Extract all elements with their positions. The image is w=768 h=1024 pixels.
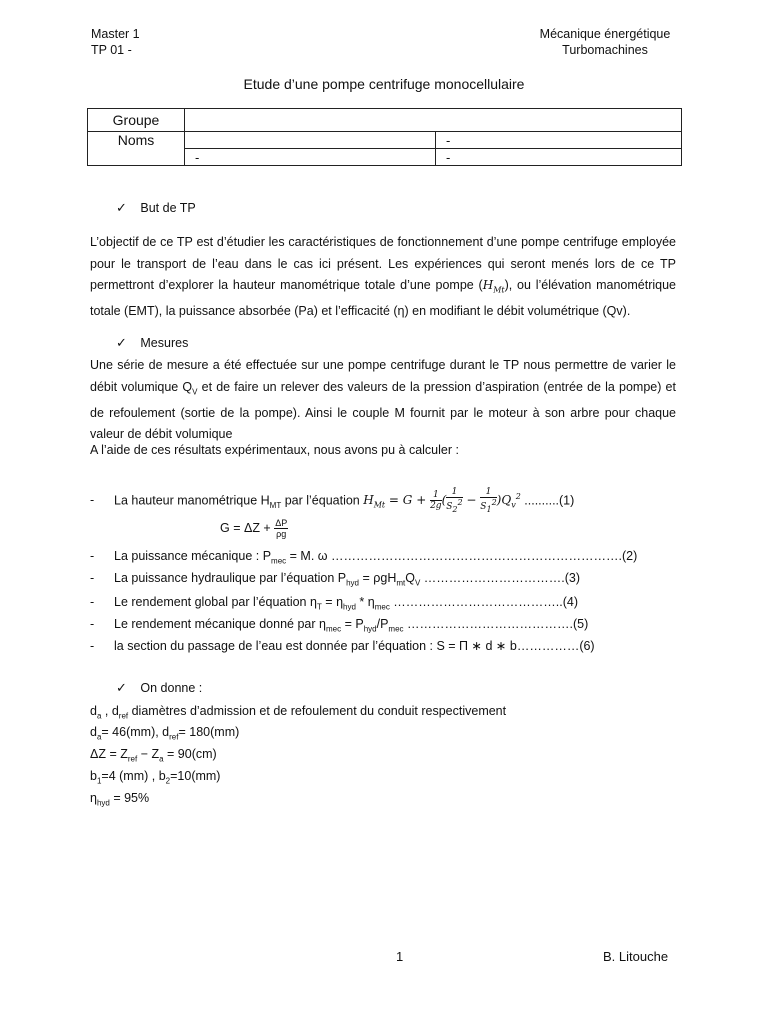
nom-cell-4: - xyxy=(436,149,682,166)
equation-1: - La hauteur manométrique $H_{MT}$ par l’équation $H_{Mt} = G$ + $\frac{1}{2g}$ ( $\frac{1}{S_2^2}$ − $\frac{1}{S_1^2}$ )$Q_v^2$ ..........(1) xyxy=(90,487,575,514)
equation-5: - Le rendement mécanique donné par $\eta_{mec} = P_{hyd}/P_{mec}$ ………………………………….(5) xyxy=(90,617,589,634)
noms-label: Noms xyxy=(88,132,185,166)
section-mesures-text: Une série de mesure a été effectuée sur une pompe centrifuge durant le TP nous permettre de varier le débit volumique $Q_V$ et de faire un relever des valeurs de la pression d’aspiration (entrée de la pompe) et de refoulement (sortie de la pompe). Ainsi le couple M fournit par le moteur à son arbre pour chaque valeur de débit volumique xyxy=(90,358,676,442)
donne-line-3: $\Delta Z = Z_{ref} - Z_a = 90(cm)$ xyxy=(90,747,217,764)
equation-2: - La puissance mécanique : $P_{mec} = M$. ω …………………………………………………………….(2) xyxy=(90,549,638,566)
groupe-label: Groupe xyxy=(88,109,185,132)
donne-line-4: $b_1=4$ (mm) , $b_2=10(mm)$ xyxy=(90,769,221,786)
check-icon: ✓ xyxy=(116,200,127,215)
header-tp: TP 01 - xyxy=(91,43,132,57)
check-icon: ✓ xyxy=(116,680,127,695)
check-icon: ✓ xyxy=(116,335,127,350)
intro-calc: A l’aide de ces résultats expérimentaux, nous avons pu à calculer : xyxy=(90,443,459,457)
header-level: Master 1 xyxy=(91,27,140,41)
donne-line-1: $d_a$ , $d_{ref}$ diamètres d’admission et de refoulement du conduit respectivement xyxy=(90,704,507,721)
equation-4: - Le rendement global par l’équation $\eta_T = \eta_{hyd} * \eta_{mec}$ …………………………………..(4) xyxy=(90,595,579,612)
section-but-heading: ✓ But de TP xyxy=(116,200,196,215)
nom-cell-1 xyxy=(185,132,436,149)
hmt-formula: $H_{Mt} = G$ + $\frac{1}{2g}$ ( $\frac{1}{S_2^2}$ − $\frac{1}{S_1^2}$ )$Q_v^2$ xyxy=(363,487,521,514)
header-right xyxy=(520,26,690,58)
header-course: Turbomachines xyxy=(562,43,648,57)
group-table xyxy=(87,108,682,166)
nom-cell-3: - xyxy=(185,149,436,166)
equation-3: - La puissance hydraulique par l’équation $P_{hyd} = \rho gH_{mt}Q_V$ …………………………….(3) xyxy=(90,571,581,588)
nom-cell-2: - xyxy=(436,132,682,149)
donne-line-2: $d_a= 46(mm)$, $d_{ref}= 180(mm)$ xyxy=(90,725,240,742)
page-title: Etude d’une pompe centrifuge monocellulaire xyxy=(243,76,525,92)
section-but-text: L’objectif de ce TP est d’étudier les caractéristiques de fonctionnement d’une pompe centrifuge employée pour le transport de l’eau dans le cas ici présent. Les expériences qui seront menés lors de ce TP permettront d’explorer la hauteur manométrique totale d’une pompe $(H_{Mt})$, ou l’élévation manométrique totale (EMT), la puissance absorbée (Pa) et l’efficacité (η) en modifiant le débit volumétrique (Qv). xyxy=(90,235,676,319)
equation-6: - la section du passage de l’eau est donnée par l’équation : S = Π ∗ d ∗ b……………(6) xyxy=(90,639,595,653)
section-donne-heading: ✓ On donne : xyxy=(116,680,203,695)
header-left xyxy=(91,26,140,58)
author: B. Litouche xyxy=(603,949,669,964)
groupe-value xyxy=(185,109,682,132)
donne-line-5: $\eta_{hyd} = 95\%$ xyxy=(90,791,150,808)
section-mesures-heading: ✓ Mesures xyxy=(116,335,189,350)
g-formula: G = ΔZ + $\frac{\Delta P}{\rho g}$ xyxy=(220,518,288,539)
header-subject: Mécanique énergétique xyxy=(539,27,671,41)
page-number: 1 xyxy=(396,949,404,964)
